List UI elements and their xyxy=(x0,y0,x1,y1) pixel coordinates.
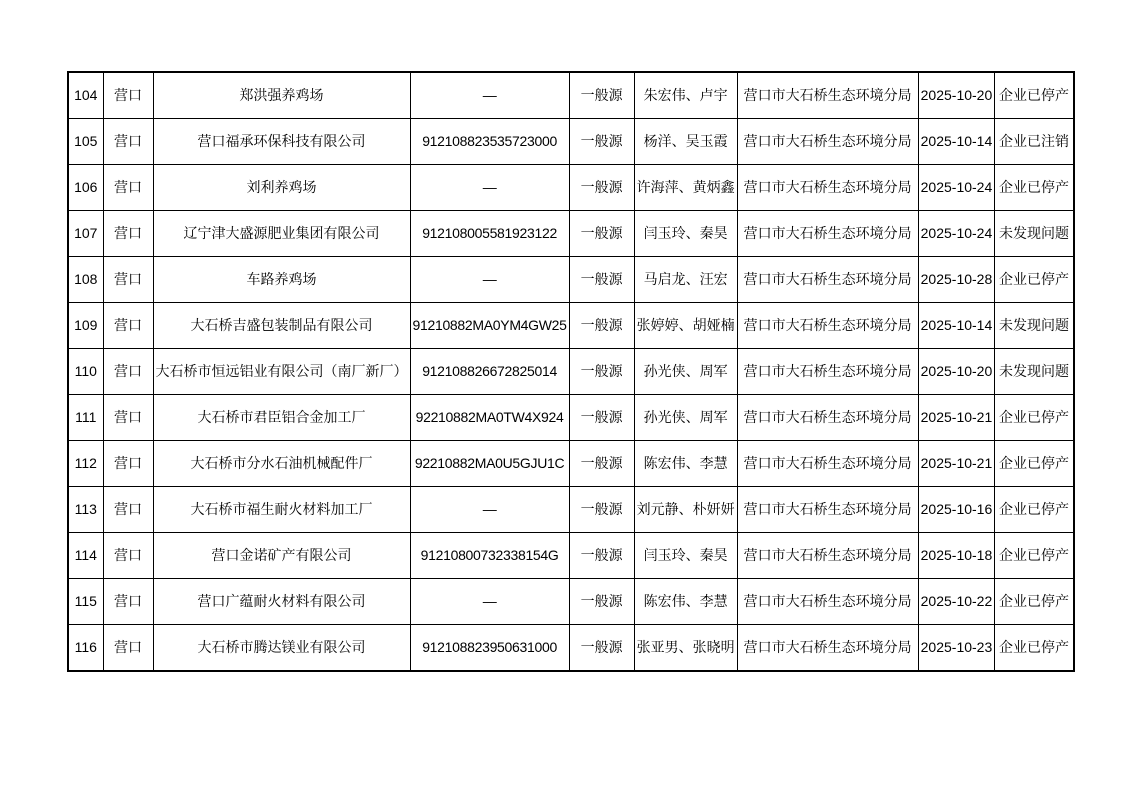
cell-status: 企业已停产 xyxy=(995,441,1074,487)
cell-city: 营口 xyxy=(103,441,153,487)
cell-company-name: 营口金诺矿产有限公司 xyxy=(153,533,410,579)
cell-inspectors: 孙光侠、周军 xyxy=(634,349,737,395)
cell-date: 2025-10-28 xyxy=(918,257,995,303)
cell-bureau: 营口市大石桥生态环境分局 xyxy=(737,72,918,119)
cell-date: 2025-10-21 xyxy=(918,441,995,487)
cell-company-name: 大石桥市君臣铝合金加工厂 xyxy=(153,395,410,441)
cell-row-number: 114 xyxy=(68,533,103,579)
cell-company-name: 辽宁津大盛源肥业集团有限公司 xyxy=(153,211,410,257)
cell-inspectors: 张亚男、张晓明 xyxy=(634,625,737,672)
cell-city: 营口 xyxy=(103,625,153,672)
cell-date: 2025-10-21 xyxy=(918,395,995,441)
cell-date: 2025-10-16 xyxy=(918,487,995,533)
cell-inspectors: 马启龙、汪宏 xyxy=(634,257,737,303)
cell-city: 营口 xyxy=(103,579,153,625)
table-row xyxy=(68,349,1074,395)
cell-row-number: 116 xyxy=(68,625,103,672)
cell-bureau: 营口市大石桥生态环境分局 xyxy=(737,165,918,211)
table-row xyxy=(68,441,1074,487)
cell-city: 营口 xyxy=(103,395,153,441)
cell-source-type: 一般源 xyxy=(569,211,634,257)
table-row xyxy=(68,257,1074,303)
cell-inspectors: 张婷婷、胡娅楠 xyxy=(634,303,737,349)
cell-source-type: 一般源 xyxy=(569,487,634,533)
cell-city: 营口 xyxy=(103,211,153,257)
cell-company-name: 营口福承环保科技有限公司 xyxy=(153,119,410,165)
cell-credit-code: 92210882MA0U5GJU1C xyxy=(410,441,569,487)
cell-date: 2025-10-22 xyxy=(918,579,995,625)
cell-row-number: 115 xyxy=(68,579,103,625)
table-sheet xyxy=(67,71,1075,672)
cell-date: 2025-10-24 xyxy=(918,165,995,211)
cell-bureau: 营口市大石桥生态环境分局 xyxy=(737,257,918,303)
cell-date: 2025-10-23 xyxy=(918,625,995,672)
cell-status: 企业已停产 xyxy=(995,533,1074,579)
cell-city: 营口 xyxy=(103,72,153,119)
cell-credit-code: — xyxy=(410,165,569,211)
cell-source-type: 一般源 xyxy=(569,579,634,625)
cell-inspectors: 陈宏伟、李慧 xyxy=(634,579,737,625)
cell-city: 营口 xyxy=(103,119,153,165)
cell-city: 营口 xyxy=(103,303,153,349)
cell-status: 未发现问题 xyxy=(995,211,1074,257)
cell-company-name: 营口广蕴耐火材料有限公司 xyxy=(153,579,410,625)
cell-date: 2025-10-24 xyxy=(918,211,995,257)
cell-company-name: 大石桥市腾达镁业有限公司 xyxy=(153,625,410,672)
cell-date: 2025-10-20 xyxy=(918,72,995,119)
table-row xyxy=(68,72,1074,119)
cell-bureau: 营口市大石桥生态环境分局 xyxy=(737,533,918,579)
cell-credit-code: 912108823950631000 xyxy=(410,625,569,672)
cell-row-number: 110 xyxy=(68,349,103,395)
cell-inspectors: 杨洋、吴玉霞 xyxy=(634,119,737,165)
cell-status: 企业已停产 xyxy=(995,625,1074,672)
cell-inspectors: 孙光侠、周军 xyxy=(634,395,737,441)
cell-status: 企业已停产 xyxy=(995,579,1074,625)
cell-credit-code: 912108823535723000 xyxy=(410,119,569,165)
cell-inspectors: 闫玉玲、秦昊 xyxy=(634,533,737,579)
cell-credit-code: — xyxy=(410,487,569,533)
cell-city: 营口 xyxy=(103,533,153,579)
cell-source-type: 一般源 xyxy=(569,395,634,441)
cell-bureau: 营口市大石桥生态环境分局 xyxy=(737,349,918,395)
cell-company-name: 刘利养鸡场 xyxy=(153,165,410,211)
cell-source-type: 一般源 xyxy=(569,349,634,395)
cell-credit-code: 91210882MA0YM4GW25 xyxy=(410,303,569,349)
cell-source-type: 一般源 xyxy=(569,303,634,349)
cell-city: 营口 xyxy=(103,349,153,395)
cell-source-type: 一般源 xyxy=(569,533,634,579)
cell-inspectors: 闫玉玲、秦昊 xyxy=(634,211,737,257)
cell-company-name: 大石桥市分水石油机械配件厂 xyxy=(153,441,410,487)
cell-source-type: 一般源 xyxy=(569,72,634,119)
table-body xyxy=(68,72,1074,671)
cell-date: 2025-10-20 xyxy=(918,349,995,395)
cell-inspectors: 朱宏伟、卢宇 xyxy=(634,72,737,119)
cell-row-number: 113 xyxy=(68,487,103,533)
cell-row-number: 106 xyxy=(68,165,103,211)
cell-row-number: 109 xyxy=(68,303,103,349)
table-row xyxy=(68,487,1074,533)
cell-status: 企业已停产 xyxy=(995,72,1074,119)
cell-source-type: 一般源 xyxy=(569,165,634,211)
cell-date: 2025-10-14 xyxy=(918,119,995,165)
cell-company-name: 郑洪强养鸡场 xyxy=(153,72,410,119)
cell-inspectors: 刘元静、朴妍妍 xyxy=(634,487,737,533)
table-row xyxy=(68,165,1074,211)
cell-bureau: 营口市大石桥生态环境分局 xyxy=(737,211,918,257)
cell-bureau: 营口市大石桥生态环境分局 xyxy=(737,487,918,533)
cell-status: 企业已停产 xyxy=(995,487,1074,533)
cell-row-number: 108 xyxy=(68,257,103,303)
cell-source-type: 一般源 xyxy=(569,441,634,487)
table-row xyxy=(68,211,1074,257)
cell-row-number: 107 xyxy=(68,211,103,257)
cell-source-type: 一般源 xyxy=(569,625,634,672)
cell-date: 2025-10-14 xyxy=(918,303,995,349)
inspection-table xyxy=(67,71,1075,672)
cell-company-name: 大石桥市福生耐火材料加工厂 xyxy=(153,487,410,533)
cell-row-number: 112 xyxy=(68,441,103,487)
cell-status: 企业已注销 xyxy=(995,119,1074,165)
cell-credit-code: 912108005581923122 xyxy=(410,211,569,257)
table-row xyxy=(68,119,1074,165)
cell-status: 未发现问题 xyxy=(995,349,1074,395)
cell-credit-code: 92210882MA0TW4X924 xyxy=(410,395,569,441)
table-row xyxy=(68,625,1074,672)
cell-status: 企业已停产 xyxy=(995,257,1074,303)
cell-status: 企业已停产 xyxy=(995,395,1074,441)
table-row xyxy=(68,303,1074,349)
cell-row-number: 105 xyxy=(68,119,103,165)
cell-credit-code: 91210800732338154G xyxy=(410,533,569,579)
cell-credit-code: — xyxy=(410,579,569,625)
table-row xyxy=(68,533,1074,579)
cell-city: 营口 xyxy=(103,257,153,303)
cell-row-number: 111 xyxy=(68,395,103,441)
cell-bureau: 营口市大石桥生态环境分局 xyxy=(737,625,918,672)
cell-credit-code: — xyxy=(410,257,569,303)
cell-company-name: 大石桥吉盛包装制品有限公司 xyxy=(153,303,410,349)
cell-bureau: 营口市大石桥生态环境分局 xyxy=(737,303,918,349)
cell-source-type: 一般源 xyxy=(569,119,634,165)
cell-credit-code: — xyxy=(410,72,569,119)
table-row xyxy=(68,395,1074,441)
cell-bureau: 营口市大石桥生态环境分局 xyxy=(737,579,918,625)
cell-status: 未发现问题 xyxy=(995,303,1074,349)
cell-inspectors: 许海萍、黄炳鑫 xyxy=(634,165,737,211)
cell-company-name: 大石桥市恒远铝业有限公司（南厂新厂） xyxy=(153,349,410,395)
cell-bureau: 营口市大石桥生态环境分局 xyxy=(737,395,918,441)
cell-inspectors: 陈宏伟、李慧 xyxy=(634,441,737,487)
cell-source-type: 一般源 xyxy=(569,257,634,303)
table-row xyxy=(68,579,1074,625)
cell-credit-code: 912108826672825014 xyxy=(410,349,569,395)
cell-bureau: 营口市大石桥生态环境分局 xyxy=(737,441,918,487)
cell-bureau: 营口市大石桥生态环境分局 xyxy=(737,119,918,165)
cell-row-number: 104 xyxy=(68,72,103,119)
cell-status: 企业已停产 xyxy=(995,165,1074,211)
cell-city: 营口 xyxy=(103,165,153,211)
cell-company-name: 车路养鸡场 xyxy=(153,257,410,303)
cell-city: 营口 xyxy=(103,487,153,533)
cell-date: 2025-10-18 xyxy=(918,533,995,579)
